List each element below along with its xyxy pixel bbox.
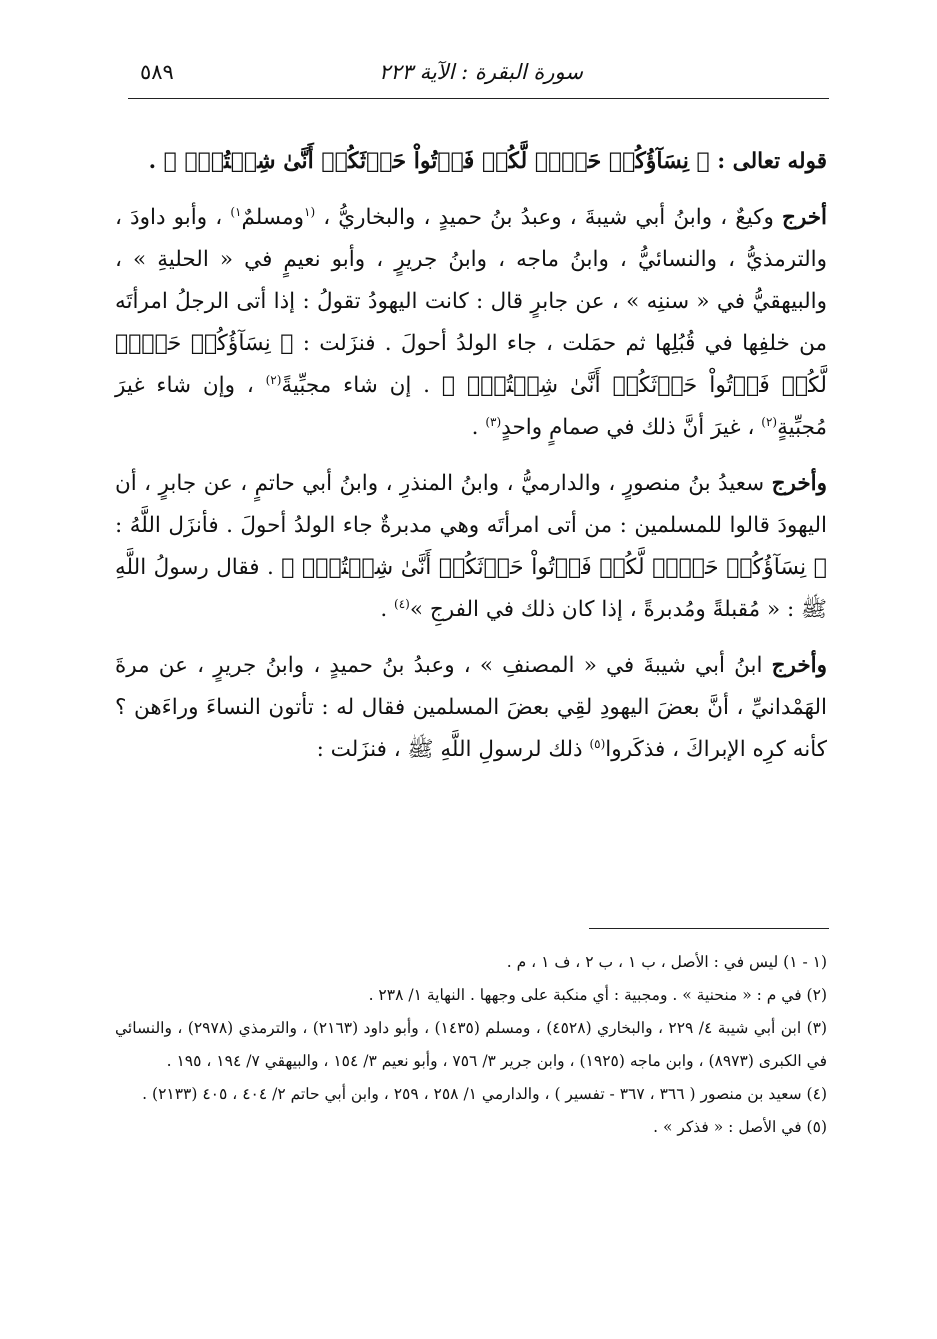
heading-lead: قوله تعالى : — [717, 149, 827, 174]
paragraph-lead: وأخرج — [771, 471, 827, 496]
footnote-ref: (١ — [303, 204, 316, 219]
running-title: سورة البقرة : الآية ٢٢٣ — [379, 60, 583, 84]
paragraph-text: ، غيرَ أنَّ ذلك في صمامٍ واحدٍ — [501, 415, 755, 440]
paragraph-text: ومسلمٌ — [241, 205, 304, 230]
paragraph-text: . — [471, 415, 479, 440]
paragraph-lead: وأخرج — [771, 653, 827, 678]
footnote-ref: (٢) — [761, 414, 778, 429]
verse-heading — [115, 140, 827, 183]
paragraph-text: وكيعٌ ، وابنُ أبي شيبةَ ، وعبدُ بنُ حميدٍ ، والبخاريُّ ، — [323, 205, 774, 230]
footnote-3: (٣) ابن أبي شيبة ٤/ ٢٢٩ ، والبخاري (٤٥٢٨) ، ومسلم (١٤٣٥) ، وأبو داود (٢١٦٣) ، والترمذي (٢٩٧٨) ، والنسائي في الكبرى (٨٩٧٣) ، وابن ماجه (١٩٢٥) ، وابن جرير ٣/ ٧٥٦ ، وأبو نعيم ٣/ ١٥٤ ، والبيهقي ٧/ ١٩٤ ، ١٩٥ . — [115, 1019, 828, 1070]
paragraph-text: ، وأبو داودَ ، والترمذيُّ ، والنسائيُّ ، وابنُ ماجه ، وابنُ جريرٍ ، وأبو نعيمٍ في « الحليةِ » ، والبيهقيُّ في « سننِه » ، عن جابرٍ قال : كانت اليهودُ تقولُ : إذا أتى الرجلُ امرأتَه من خلفِها في قُبُلِها ثم حمَلت ، جاء الولدُ أحولَ . فنزَلت : — [115, 205, 827, 356]
page-number: ٥٨٩ — [140, 60, 174, 84]
quran-verse: ﴿ نِسَآؤُكُمۡ حَرۡثٞ لَّكُمۡ فَأۡتُواْ حَرۡثَكُمۡ أَنَّىٰ شِئۡتُمۡۖ ﴾ — [163, 148, 710, 174]
paragraph-text: سعيدُ بنُ منصورٍ ، والدارميُّ ، وابنُ المنذرِ ، وابنُ أبي حاتمٍ ، عن جابرٍ ، أن اليهودَ قالوا للمسلمين : من أتى امرأتَه وهي مدبرةٌ جاء الولدُ أحولَ . فأنزَل اللَّهُ : — [115, 471, 827, 538]
paragraph-lead: أخرج — [781, 205, 827, 230]
paragraph-text: . — [380, 597, 388, 622]
header-divider — [128, 98, 829, 99]
paragraph-text: ذلك لرسولِ اللَّهِ ﷺ ، فنزَلت : — [316, 737, 583, 762]
footnote-1: (١ - ١) ليس في : الأصل ، ب ١ ، ب ٢ ، ف ١ ، م . — [506, 953, 827, 971]
footnote-2: (٢) في م : « منحنية » . ومجبية : أي منكبة على وجهها . النهاية ١/ ٢٣٨ . — [368, 986, 827, 1004]
page-header — [140, 58, 822, 92]
heading-end: . — [148, 149, 157, 174]
footnotes — [115, 946, 827, 1144]
paragraph-text: . إن شاء مجبِّيةً — [281, 373, 431, 398]
footnote-divider — [589, 928, 829, 929]
paragraph-text: ابنُ أبي شيبةَ في « المصنفِ » ، وعبدُ بنُ حميدٍ ، وابنُ جريرٍ ، عن مرةَ الهَمْدانيِّ ، أنَّ بعضَ اليهودِ لقِي بعضَ المسلمين فقال له : تأتون النساءَ وراءَهن ؟ كأنه كرِه الإبراكَ ، فذكَروا — [115, 653, 827, 762]
paragraph-text: ، وإن شاء غيرَ مُجبِّيةٍ — [115, 373, 827, 440]
quran-verse: ﴿ نِسَآؤُكُمۡ حَرۡثٞ لَّكُمۡ فَأۡتُواْ حَرۡثَكُمۡ أَنَّىٰ شِئۡتُمۡۖ ﴾ — [115, 331, 827, 398]
footnote-ref: ١) — [230, 204, 242, 219]
paragraph-text: . فقال رسولُ اللَّهِ ﷺ : « مُقبلةً ومُدبرةً ، إذا كان ذلك في الفرجِ » — [115, 555, 827, 622]
footnote-ref: (٣) — [485, 414, 502, 429]
paragraph-1 — [115, 197, 827, 449]
paragraph-2 — [115, 463, 827, 631]
footnote-5: (٥) في الأصل : « فذكر » . — [653, 1118, 827, 1136]
paragraph-3 — [115, 645, 827, 771]
footnote-ref: (٥) — [589, 736, 606, 751]
footnote-ref: (٢) — [265, 372, 282, 387]
quran-verse: ﴿ نِسَآؤُكُمۡ حَرۡثٞ لَّكُمۡ فَأۡتُواْ حَرۡثَكُمۡ أَنَّىٰ شِئۡتُمۡۖ ﴾ — [281, 555, 827, 580]
main-text — [115, 140, 827, 785]
footnote-ref: (٤) — [394, 596, 410, 611]
footnote-4: (٤) سعيد بن منصور ( ٣٦٦ ، ٣٦٧ - تفسير ) ، والدارمي ١/ ٢٥٨ ، ٢٥٩ ، وابن أبي حاتم ٢/ ٤٠٤ ، ٤٠٥ (٢١٣٣) . — [142, 1085, 827, 1103]
